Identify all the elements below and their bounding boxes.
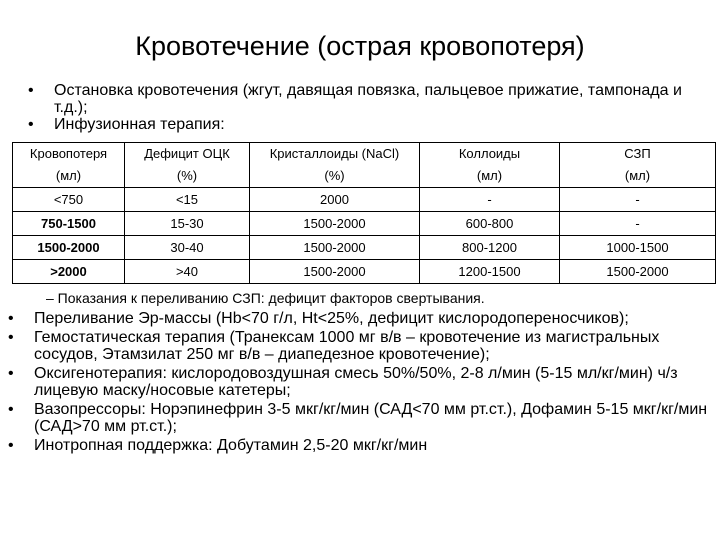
table-cell: 1000-1500 [560, 236, 716, 260]
table-row [13, 212, 716, 236]
bullet-icon: • [8, 401, 14, 418]
table-cell: <15 [125, 188, 250, 212]
bullet-icon: • [8, 437, 14, 454]
bottom-bullet-item [8, 437, 708, 454]
table-cell: 1200-1500 [420, 260, 560, 284]
bottom-bullet-text: Инотропная поддержка: Добутамин 2,5-20 мкг/кг/мин [34, 437, 428, 454]
bottom-bullet-list [8, 310, 708, 456]
table-cell: - [560, 212, 716, 236]
bottom-bullet-item [8, 401, 708, 435]
table-cell: 1500-2000 [250, 212, 420, 236]
table-cell: 750-1500 [13, 212, 125, 236]
top-bullet-item [28, 116, 698, 133]
top-bullet-item [28, 82, 698, 116]
bullet-icon: • [8, 310, 14, 327]
table-row [13, 260, 716, 284]
bottom-bullet-item [8, 365, 708, 399]
table-cell: 1500-2000 [560, 260, 716, 284]
bottom-bullet-text: Вазопрессоры: Норэпинефрин 3-5 мкг/кг/мин (САД<70 мм рт.ст.), Дофамин 5-15 мкг/кг/мин (САД>70 мм рт.ст.); [34, 401, 708, 435]
bottom-bullet-text: Переливание Эр-массы (Hb<70 г/л, Ht<25%, дефицит кислородопереносчиков); [34, 310, 629, 327]
ffp-indication-note: – Показания к переливанию СЗП: дефицит факторов свертывания. [46, 290, 485, 306]
table-cell: 30-40 [125, 236, 250, 260]
table-cell: 1500-2000 [250, 236, 420, 260]
top-bullet-list [28, 82, 698, 133]
table-cell: 15-30 [125, 212, 250, 236]
table-header-row [13, 143, 716, 188]
top-bullet-text: Остановка кровотечения (жгут, давящая повязка, пальцевое прижатие, тампонада и т.д.); [54, 82, 682, 116]
table-cell: >40 [125, 260, 250, 284]
bottom-bullet-item [8, 310, 708, 327]
bullet-icon: • [28, 116, 34, 133]
bottom-bullet-item [8, 329, 708, 363]
top-bullet-text: Инфузионная терапия: [54, 116, 225, 133]
bullet-icon: • [8, 329, 14, 346]
table-cell: 600-800 [420, 212, 560, 236]
bottom-bullet-text: Оксигенотерапия: кислородовоздушная смесь 50%/50%, 2-8 л/мин (5-15 мл/кг/мин) ч/з лицевую маску/носовые катетеры; [34, 365, 678, 399]
table-row [13, 188, 716, 212]
table-cell: 800-1200 [420, 236, 560, 260]
header-blood-loss: Кровопотеря (мл) [13, 143, 125, 188]
infusion-table [12, 142, 716, 284]
header-bcv-deficit: Дефицит ОЦК (%) [125, 143, 250, 188]
bullet-icon: • [8, 365, 14, 382]
table-cell: 1500-2000 [250, 260, 420, 284]
table-cell: - [560, 188, 716, 212]
header-crystalloids: Кристаллоиды (NaCl) (%) [250, 143, 420, 188]
table-row [13, 236, 716, 260]
bullet-icon: • [28, 82, 34, 99]
header-ffp: СЗП (мл) [560, 143, 716, 188]
header-colloids: Коллоиды (мл) [420, 143, 560, 188]
table-cell: <750 [13, 188, 125, 212]
table-cell: 1500-2000 [13, 236, 125, 260]
table-cell: - [420, 188, 560, 212]
bottom-bullet-text: Гемостатическая терапия (Транексам 1000 мг в/в – кровотечение из магистральных сосудов, Этамзилат 250 мг в/в – диапедезное кровотечение); [34, 329, 660, 363]
table-cell: >2000 [13, 260, 125, 284]
table-cell: 2000 [250, 188, 420, 212]
slide-title: Кровотечение (острая кровопотеря) [135, 31, 585, 61]
